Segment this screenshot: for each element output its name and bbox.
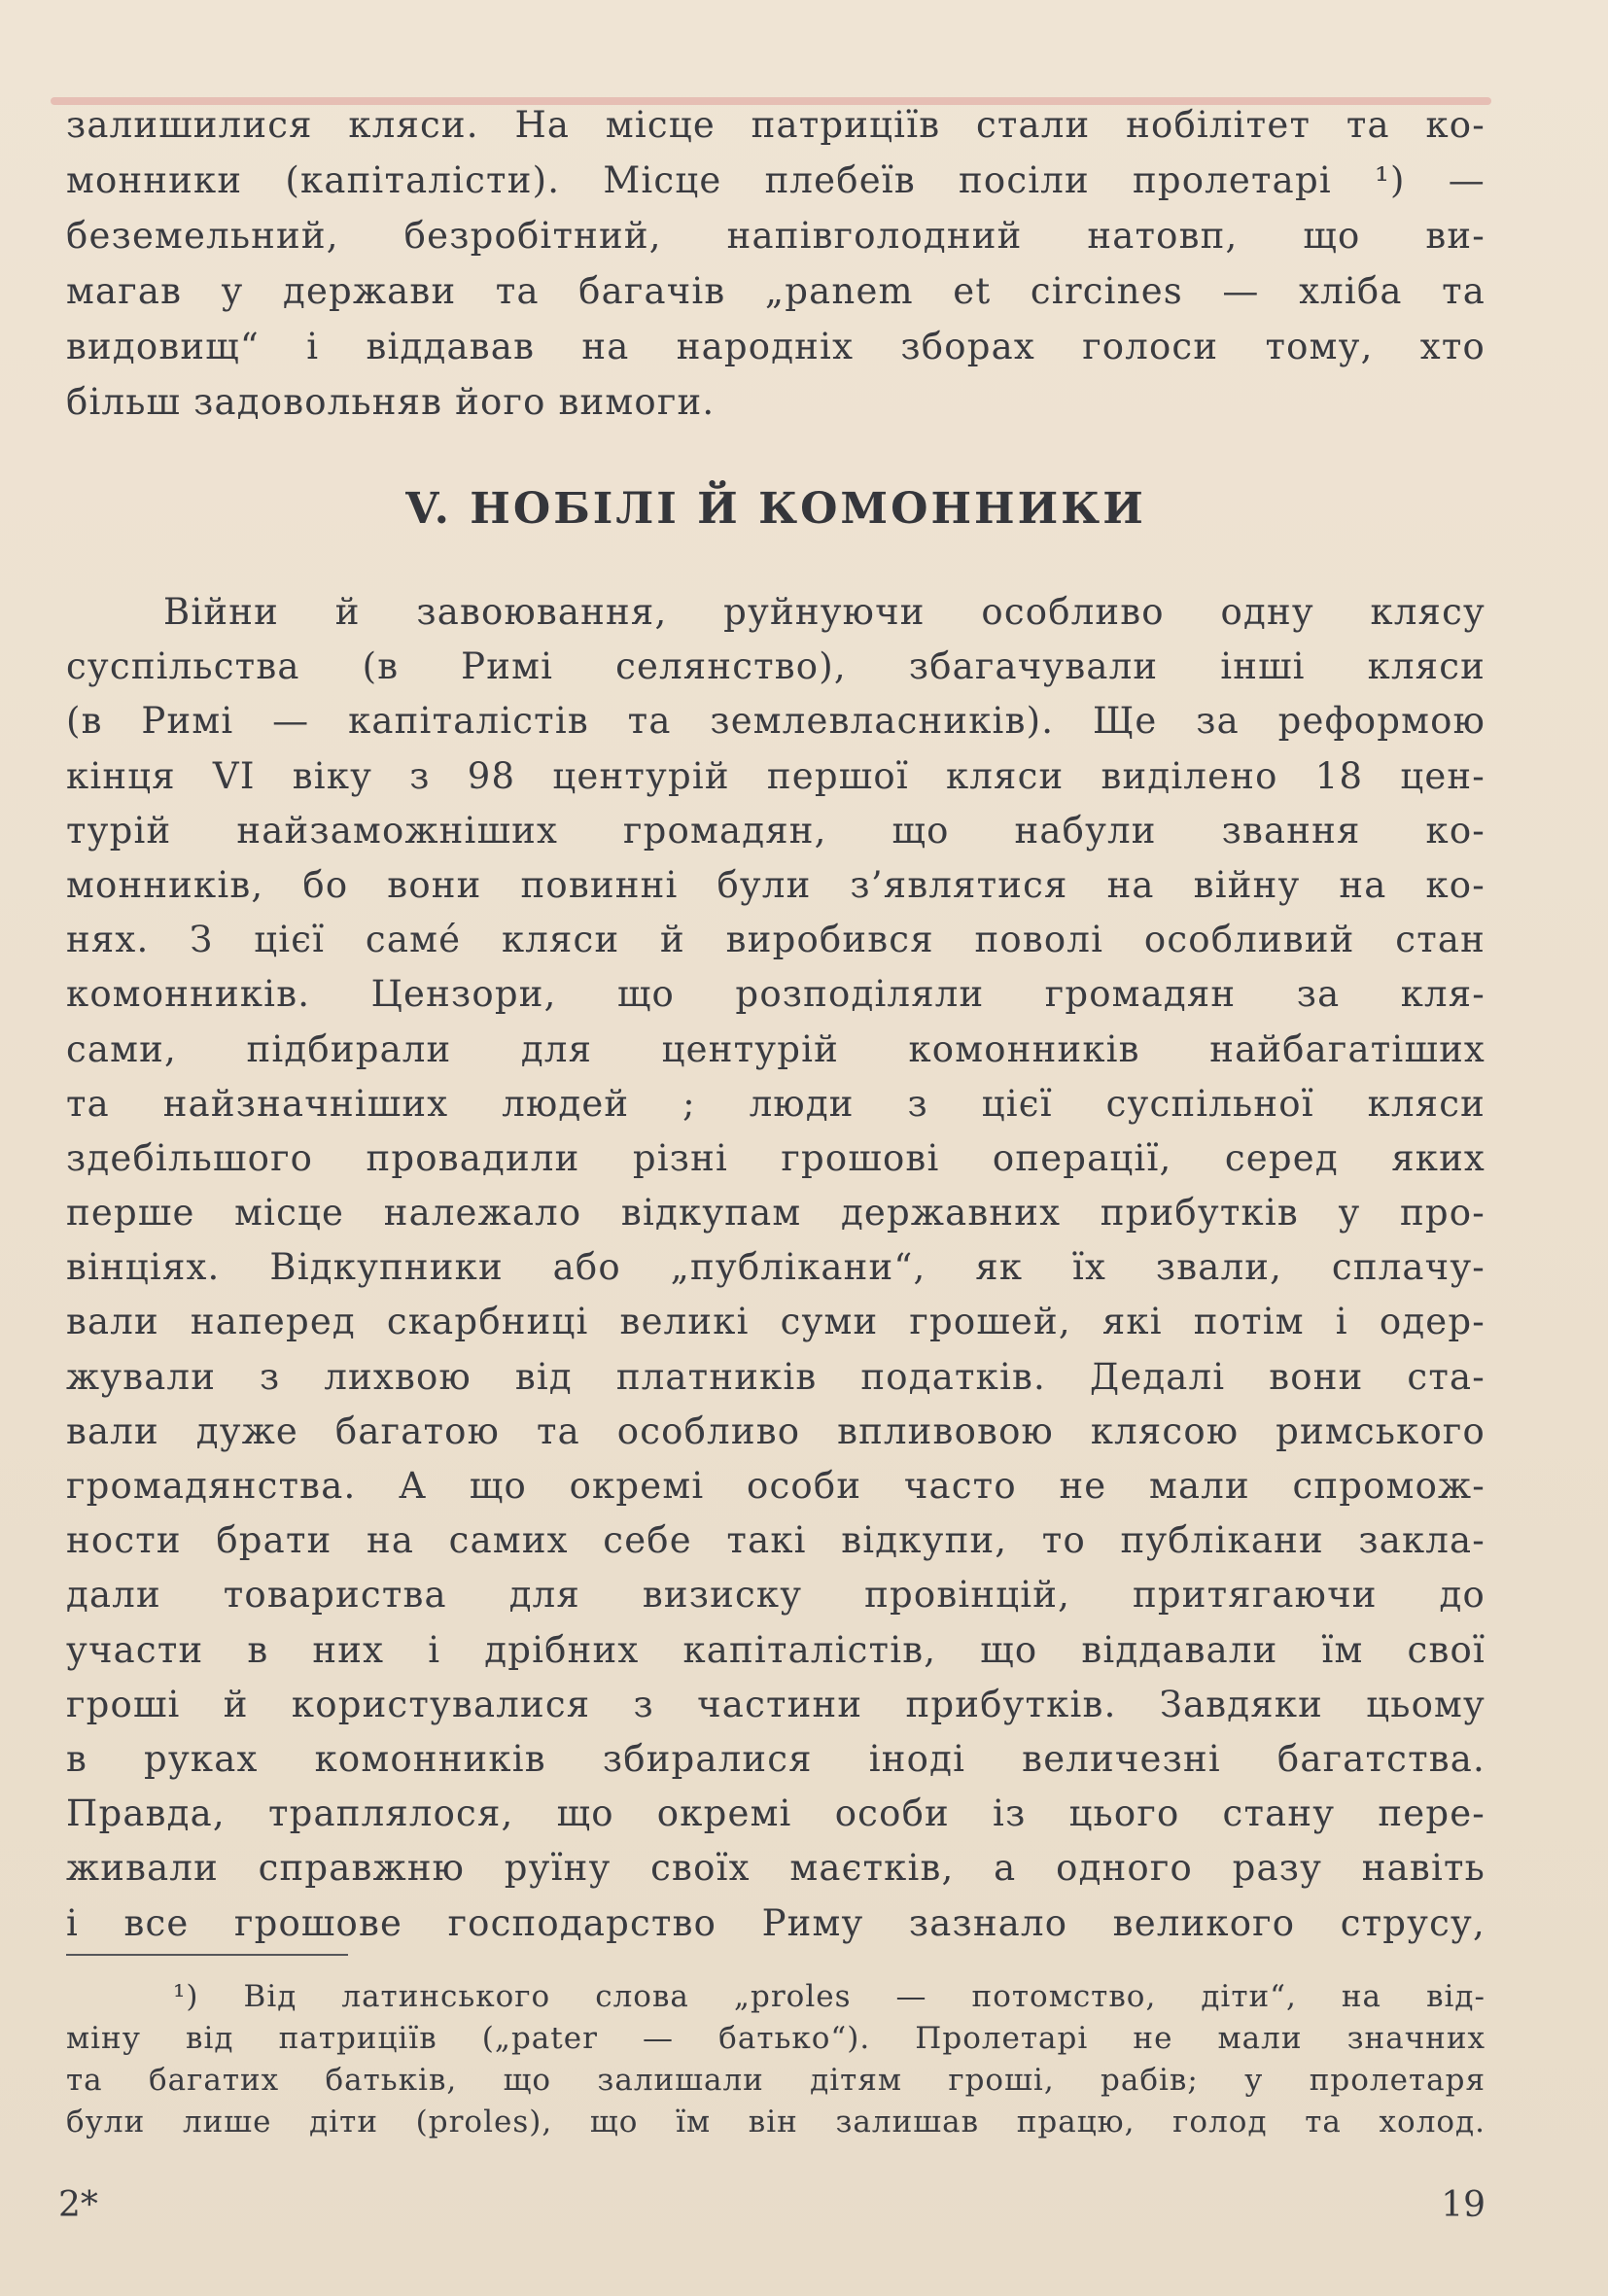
footnote-line: міну від патриціїв („pater — батько“). Пролетарі не мали значних [66,2021,1486,2056]
text-line: жували з лихвою від платників податків. Дедалі вони ста- [66,1355,1486,1398]
text-line: дали товариства для визиску провінцій, притягаючи до [66,1574,1486,1617]
text-line: беземельний, безробітний, напівголодний натовп, що ви- [66,215,1486,257]
text-line: перше місце належало відкупам державних прибутків у про- [66,1192,1486,1235]
text-line: гроші й користувалися з частини прибутків. Завдяки цьому [66,1683,1486,1725]
text-line: магав у держави та багачів „panem et circines — хліба та [66,270,1486,312]
footnote-line: та багатих батьків, що залишали дітям гроші, рабів; у пролетаря [66,2063,1486,2098]
text-line: залишилися кляси. На місце патриціїв стали нобілітет та ко- [66,104,1486,146]
text-line: комонників. Цензори, що розподіляли громадян за кля- [66,973,1486,1016]
text-line: громадянства. А що окремі особи часто не мали спромож- [66,1465,1486,1507]
text-line: Правда, траплялося, що окремі особи із цього стану пере- [66,1792,1486,1835]
section-heading: V. НОБІЛІ Й КОМОННИКИ [405,484,1146,534]
text-line: більш задовольняв його вимоги. [66,381,716,423]
text-line: кінця VI віку з 98 центурій першої кляси виділено 18 цен- [66,754,1486,797]
text-line: турій найзаможніших громадян, що набули звання ко- [66,809,1486,852]
footnote-rule [66,1954,348,1956]
text-line: ности брати на самих себе такі відкупи, то публікани закла- [66,1519,1486,1562]
text-line: Війни й завоювання, руйнуючи особливо одну клясу [163,591,1486,633]
text-line: видовищ“ і віддавав на народніх зборах голоси тому, хто [66,326,1486,367]
text-line: сами, підбирали для центурій комонників найбагатіших [66,1027,1486,1070]
footnote-line: були лише діти (proles), що їм він залишав працю, голод та холод. [66,2105,1486,2139]
text-line: живали справжню руїну своїх маєтків, а одного разу навіть [66,1847,1486,1890]
text-line: в руках комонників збиралися іноді величезні багатства. [66,1737,1486,1780]
text-line: здебільшого провадили різні грошові операції, серед яких [66,1136,1486,1179]
text-line: суспільства (в Римі селянство), збагачували інші кляси [66,645,1486,688]
main-paragraph [66,585,1486,1951]
footnote-line: ¹) Від латинського слова „proles — потомство, діти“, на від- [173,1979,1486,2014]
page-number: 19 [1441,2185,1486,2225]
text-line: участи в них і дрібних капіталістів, що віддавали їм свої [66,1628,1486,1671]
footnote [66,1976,1486,2143]
text-line: вали дуже багатою та особливо впливовою клясою римського [66,1409,1486,1452]
intro-paragraph [66,97,1486,430]
text-line: (в Римі — капіталістів та землевласників). Ще за реформою [66,700,1486,743]
text-line: монників, бо вони повинні були з’являтися на війну на ко- [66,863,1486,906]
text-line: нях. З цієї самé кляси й виробився поволі особливий стан [66,919,1486,961]
text-line: вінціях. Відкупники або „публікани“, як їх звали, сплачу- [66,1246,1486,1289]
text-line: вали наперед скарбниці великі суми грошей, які потім і одер- [66,1301,1486,1343]
printer-signature-mark: 2* [58,2185,98,2225]
text-line: та найзначніших людей ; люди з цієї суспільної кляси [66,1082,1486,1125]
text-line: і все грошове господарство Риму зазнало великого струсу, [66,1901,1486,1944]
text-line: монники (капіталісти). Місце плебеїв посіли пролетарі ¹) — [66,159,1486,201]
